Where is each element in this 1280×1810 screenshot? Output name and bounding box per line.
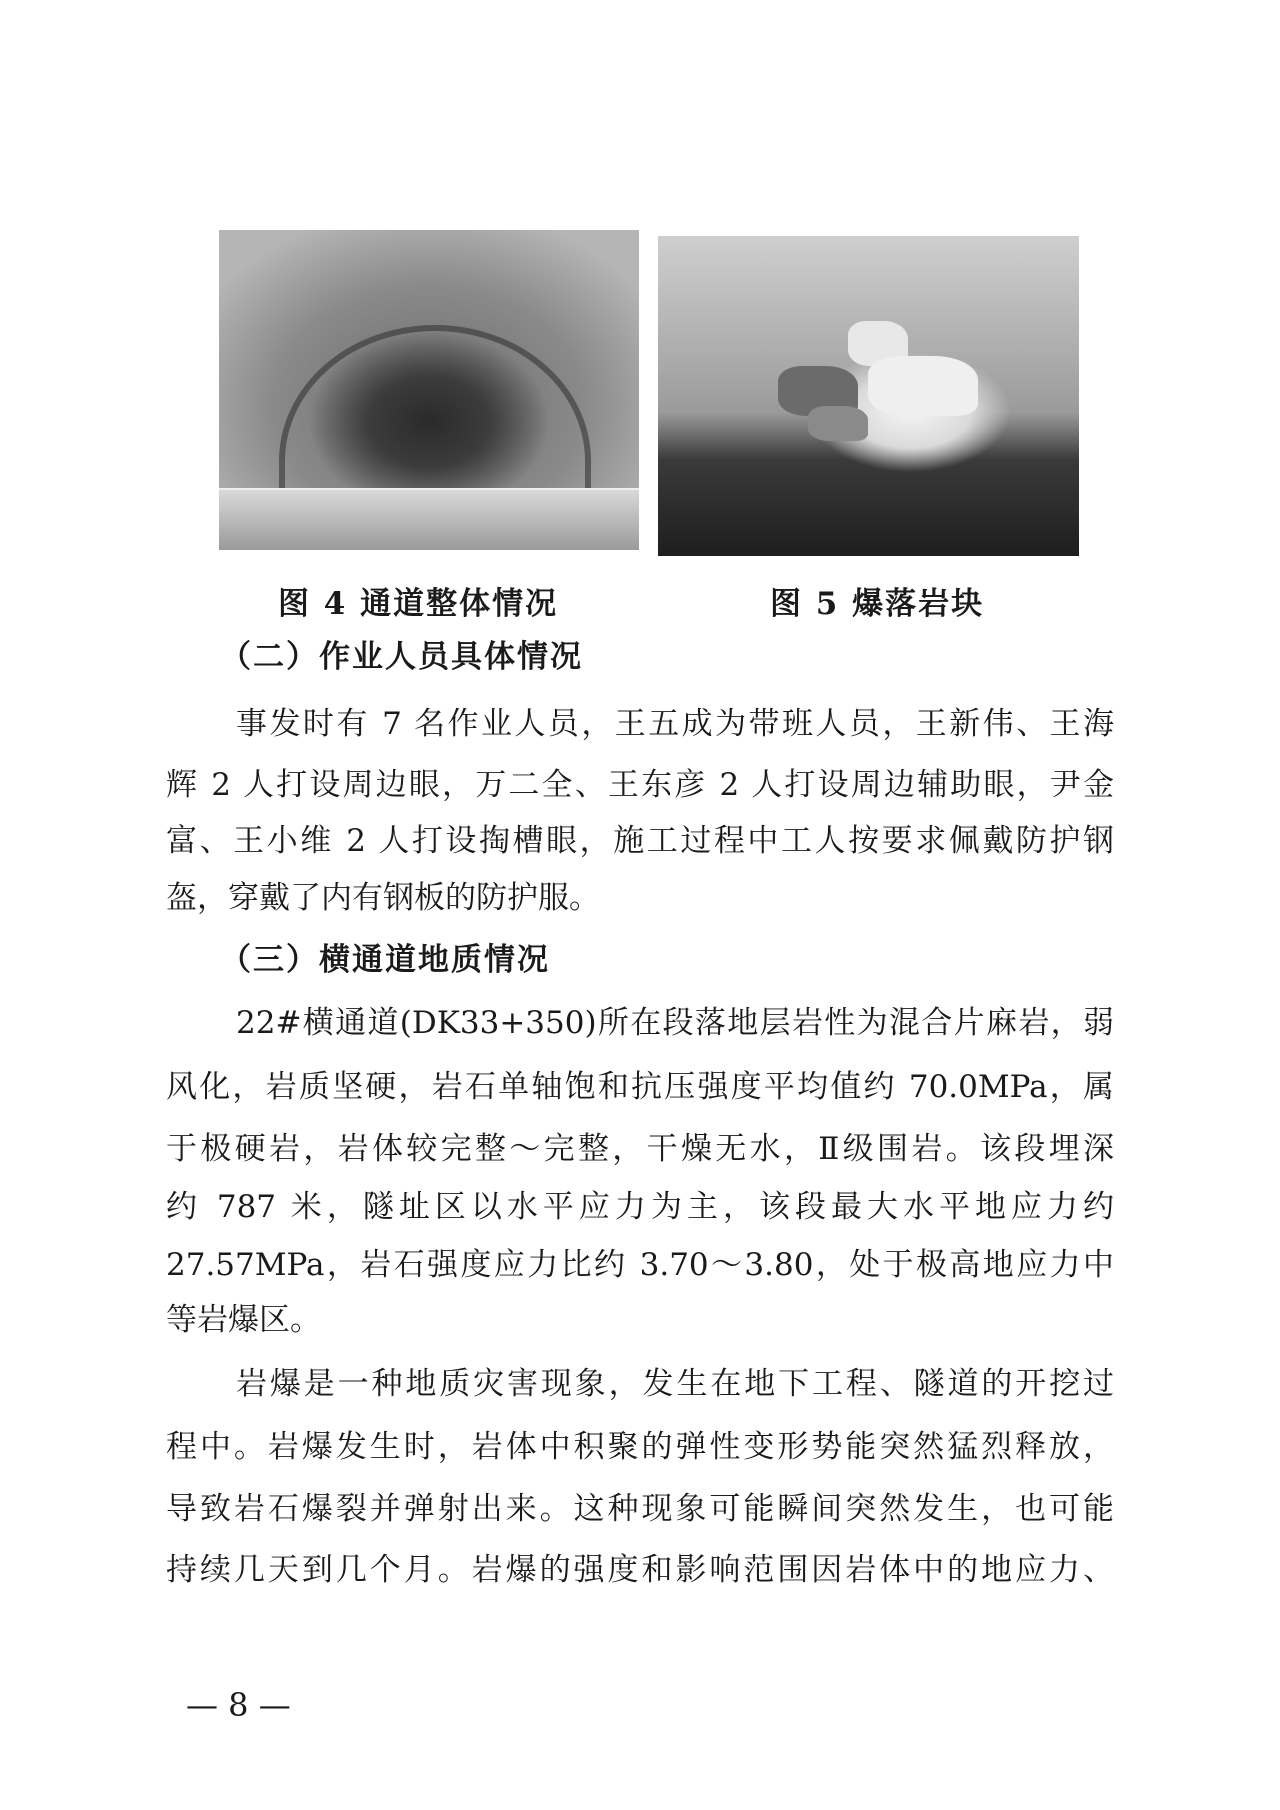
text-line: 等岩爆区。	[166, 1302, 321, 1338]
text-line: 盔，穿戴了内有钢板的防护服。	[166, 880, 600, 916]
section-2-heading: （二）作业人员具体情况	[220, 639, 583, 675]
text-line: 27.57MPa，岩石强度应力比约 3.70～3.80，处于极高地应力中	[166, 1247, 1114, 1283]
text-line: 风化，岩质坚硬，岩石单轴饱和抗压强度平均值约 70.0MPa，属	[166, 1069, 1114, 1105]
figure-4-caption: 图 4 通道整体情况	[278, 586, 559, 622]
rubble-floor	[219, 488, 639, 550]
section-3-heading: （三）横通道地质情况	[220, 942, 550, 978]
page-number: — 8 —	[186, 1686, 291, 1724]
text-line: 于极硬岩，岩体较完整～完整，干燥无水，Ⅱ级围岩。该段埋深	[166, 1131, 1114, 1167]
rock	[868, 356, 978, 416]
rock	[808, 406, 868, 441]
text-line: 事发时有 7 名作业人员，王五成为带班人员，王新伟、王海	[236, 706, 1114, 742]
text-line: 22#横通道(DK33+350)所在段落地层岩性为混合片麻岩，弱	[236, 1005, 1114, 1041]
text-line: 程中。岩爆发生时，岩体中积聚的弹性变形势能突然猛烈释放，	[166, 1429, 1114, 1465]
text-line: 持续几天到几个月。岩爆的强度和影响范围因岩体中的地应力、	[166, 1552, 1114, 1588]
figure-5-rock-photo	[658, 236, 1079, 556]
text-line: 导致岩石爆裂并弹射出来。这种现象可能瞬间突然发生，也可能	[166, 1491, 1114, 1527]
text-line: 岩爆是一种地质灾害现象，发生在地下工程、隧道的开挖过	[236, 1366, 1114, 1402]
figure-5-caption: 图 5 爆落岩块	[770, 586, 985, 622]
text-line: 富、王小维 2 人打设掏槽眼，施工过程中工人按要求佩戴防护钢	[166, 823, 1114, 859]
text-line: 辉 2 人打设周边眼，万二全、王东彦 2 人打设周边辅助眼，尹金	[166, 767, 1114, 803]
text-line: 约 787 米，隧址区以水平应力为主，该段最大水平地应力约	[166, 1189, 1114, 1225]
figure-4-tunnel-photo	[219, 230, 639, 550]
